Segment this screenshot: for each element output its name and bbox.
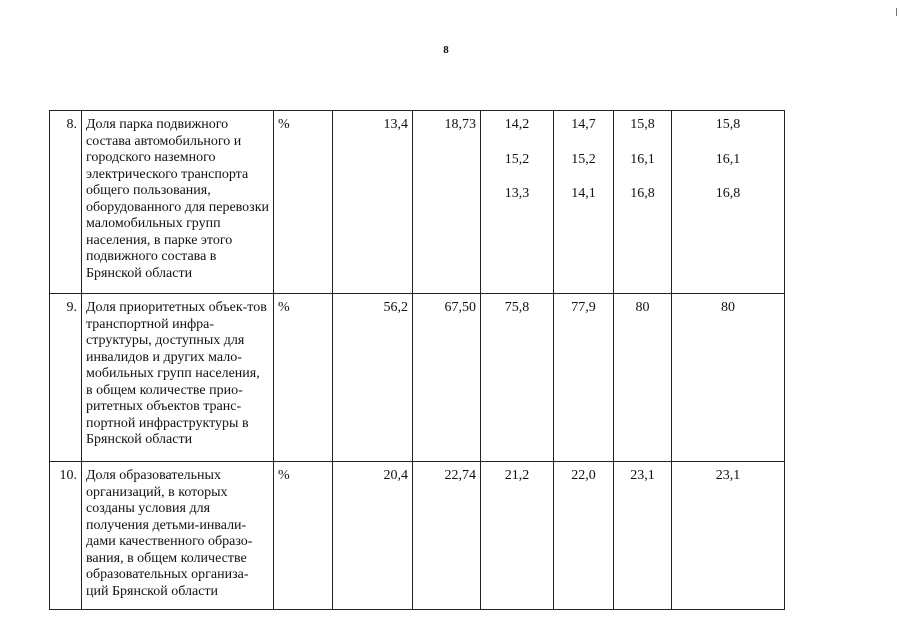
value-cell-3	[481, 294, 554, 462]
value-cell-3	[481, 462, 554, 610]
value-cell-1	[333, 294, 413, 462]
value-line: 21,2	[504, 468, 530, 483]
value-line: 80	[635, 300, 650, 315]
indicator-name: Доля парка подвижного состава автомобильного и городского наземного электрического транспорта общего пользования, оборудованного для перевозки маломобильных групп населения, в парке этого подвижного состава в Брянской области	[82, 111, 274, 294]
page-number: 8	[443, 44, 449, 56]
scan-edge-mark	[896, 8, 897, 16]
value-line: 16,8	[630, 186, 655, 201]
value-line: 15,2	[504, 151, 530, 167]
value-line: 18,73	[444, 117, 476, 132]
unit-cell: %	[274, 462, 333, 610]
indicator-name: Доля приоритетных объек-тов транспортной инфра-структуры, доступных для инвалидов и других мало-мобильных групп населения, в общем количестве прио-ритетных объектов транс-портной инфраструктуры в Брянской области	[82, 294, 274, 462]
row-number: 10.	[50, 462, 82, 610]
value-cell-3	[481, 111, 554, 294]
value-cell-2	[413, 462, 481, 610]
value-line: 15,8	[630, 117, 655, 132]
value-line: 56,2	[383, 300, 408, 315]
value-line: 16,1	[715, 151, 741, 167]
value-cell-4	[554, 294, 614, 462]
value-line: 15,8	[715, 117, 741, 132]
value-line: 13,3	[504, 186, 530, 201]
table-row	[50, 462, 785, 610]
row-number: 8.	[50, 111, 82, 294]
value-cell-6	[672, 294, 785, 462]
value-line: 14,2	[504, 117, 530, 132]
unit-cell: %	[274, 294, 333, 462]
value-cell-5	[614, 111, 672, 294]
table-row	[50, 294, 785, 462]
unit-cell: %	[274, 111, 333, 294]
value-line: 16,8	[715, 186, 741, 201]
value-cell-6	[672, 462, 785, 610]
value-cell-1	[333, 462, 413, 610]
value-cell-6	[672, 111, 785, 294]
value-cell-5	[614, 294, 672, 462]
value-line: 77,9	[571, 300, 596, 315]
value-cell-2	[413, 294, 481, 462]
indicator-name: Доля образовательных организаций, в которых созданы условия для получения детьми-инвали-дами качественного образо-вания, в общем количестве образовательных организа-ций Брянской области	[82, 462, 274, 610]
value-line: 14,1	[571, 186, 596, 201]
value-cell-4	[554, 462, 614, 610]
table-row	[50, 111, 785, 294]
value-line: 23,1	[630, 468, 655, 483]
value-line: 80	[721, 300, 735, 315]
value-cell-2	[413, 111, 481, 294]
value-line: 13,4	[383, 117, 408, 132]
value-line: 15,2	[571, 151, 596, 167]
value-line: 14,7	[571, 117, 596, 132]
value-line: 22,74	[444, 468, 476, 483]
value-line: 16,1	[630, 151, 655, 167]
value-line: 22,0	[571, 468, 596, 483]
indicators-table	[49, 110, 785, 610]
value-cell-5	[614, 462, 672, 610]
value-cell-1	[333, 111, 413, 294]
value-cell-4	[554, 111, 614, 294]
value-line: 75,8	[504, 300, 530, 315]
value-line: 67,50	[444, 300, 476, 315]
value-line: 20,4	[383, 468, 408, 483]
row-number: 9.	[50, 294, 82, 462]
value-line: 23,1	[715, 468, 741, 483]
